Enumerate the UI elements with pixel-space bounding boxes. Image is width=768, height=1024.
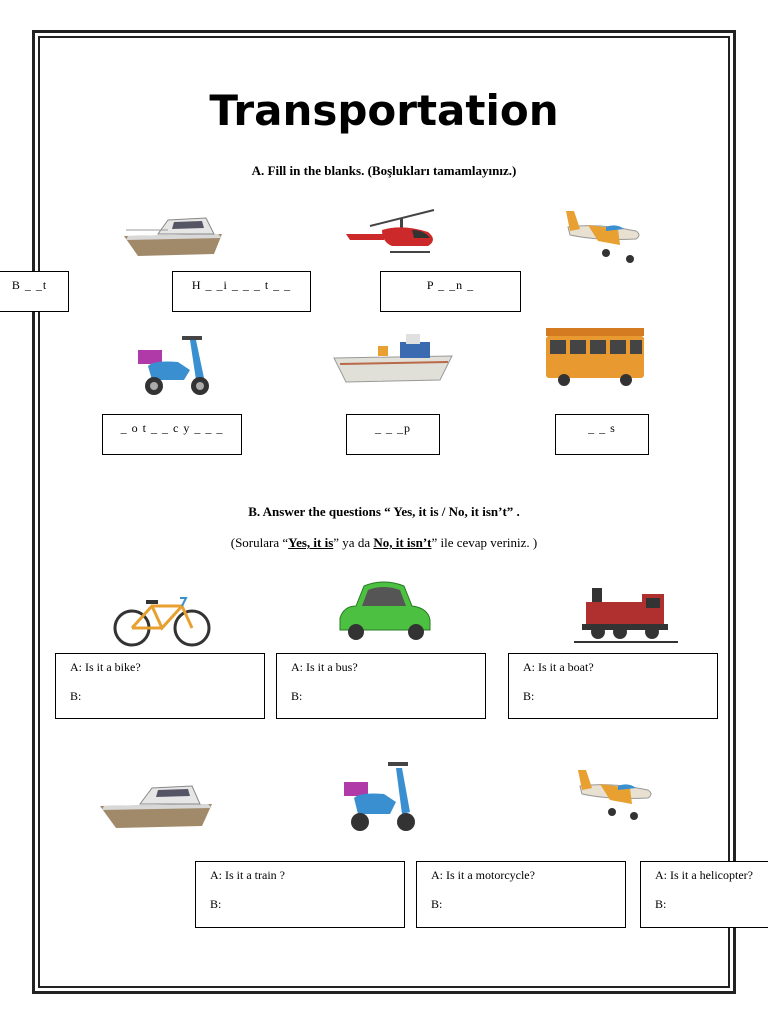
ship-icon: [330, 330, 456, 388]
no-answer: No, it isn’t: [373, 535, 432, 550]
question-text: A: Is it a helicopter?: [655, 868, 753, 882]
qa-box-boat[interactable]: [508, 653, 718, 719]
answer-label: B:: [431, 897, 443, 911]
page-title: Transportation: [209, 86, 559, 135]
bus-icon: [542, 322, 648, 388]
car-icon: [334, 576, 434, 644]
blank-box-bus[interactable]: _ _ s: [555, 414, 649, 455]
motorcycle-icon: [338, 756, 422, 840]
question-text: A: Is it a boat?: [523, 660, 594, 674]
boat-icon: [118, 206, 230, 262]
question-text: A: Is it a train ?: [210, 868, 285, 882]
qa-box-train[interactable]: [195, 861, 405, 928]
bicycle-icon: [110, 588, 214, 650]
blank-box-helicopter[interactable]: H _ _i _ _ _ t _ _: [172, 271, 311, 312]
blank-box-ship[interactable]: _ _ _p: [346, 414, 440, 455]
qa-box-helicopter[interactable]: [640, 861, 768, 928]
train-icon: [572, 582, 682, 646]
plane-icon: [570, 762, 658, 822]
boat-icon: [96, 774, 218, 834]
qa-box-bus[interactable]: [276, 653, 486, 719]
qa-box-motorcycle[interactable]: [416, 861, 626, 928]
blank-box-boat[interactable]: B _ _t: [0, 271, 69, 312]
section-b-heading: B. Answer the questions “ Yes, it is / No, it isn’t” .: [248, 504, 520, 519]
qa-box-bike[interactable]: [55, 653, 265, 719]
answer-label: B:: [70, 689, 82, 703]
section-b-instruction: (Sorulara “Yes, it is” ya da No, it isn’t” ile cevap veriniz. ): [230, 535, 538, 550]
blank-box-plane[interactable]: P _ _n _: [380, 271, 521, 312]
plane-icon: [558, 205, 646, 265]
motorcycle-icon: [134, 330, 218, 400]
question-text: A: Is it a motorcycle?: [431, 868, 535, 882]
section-a-heading: A. Fill in the blanks. (Boşlukları tamamlayınız.): [251, 163, 517, 178]
answer-label: B:: [523, 689, 535, 703]
answer-label: B:: [655, 897, 667, 911]
question-text: A: Is it a bike?: [70, 660, 141, 674]
question-text: A: Is it a bus?: [291, 660, 358, 674]
blank-box-motorcycle[interactable]: _ o t _ _ c y _ _ _: [102, 414, 242, 455]
helicopter-icon: [342, 208, 442, 260]
answer-label: B:: [291, 689, 303, 703]
answer-label: B:: [210, 897, 222, 911]
yes-answer: Yes, it is: [288, 535, 334, 550]
